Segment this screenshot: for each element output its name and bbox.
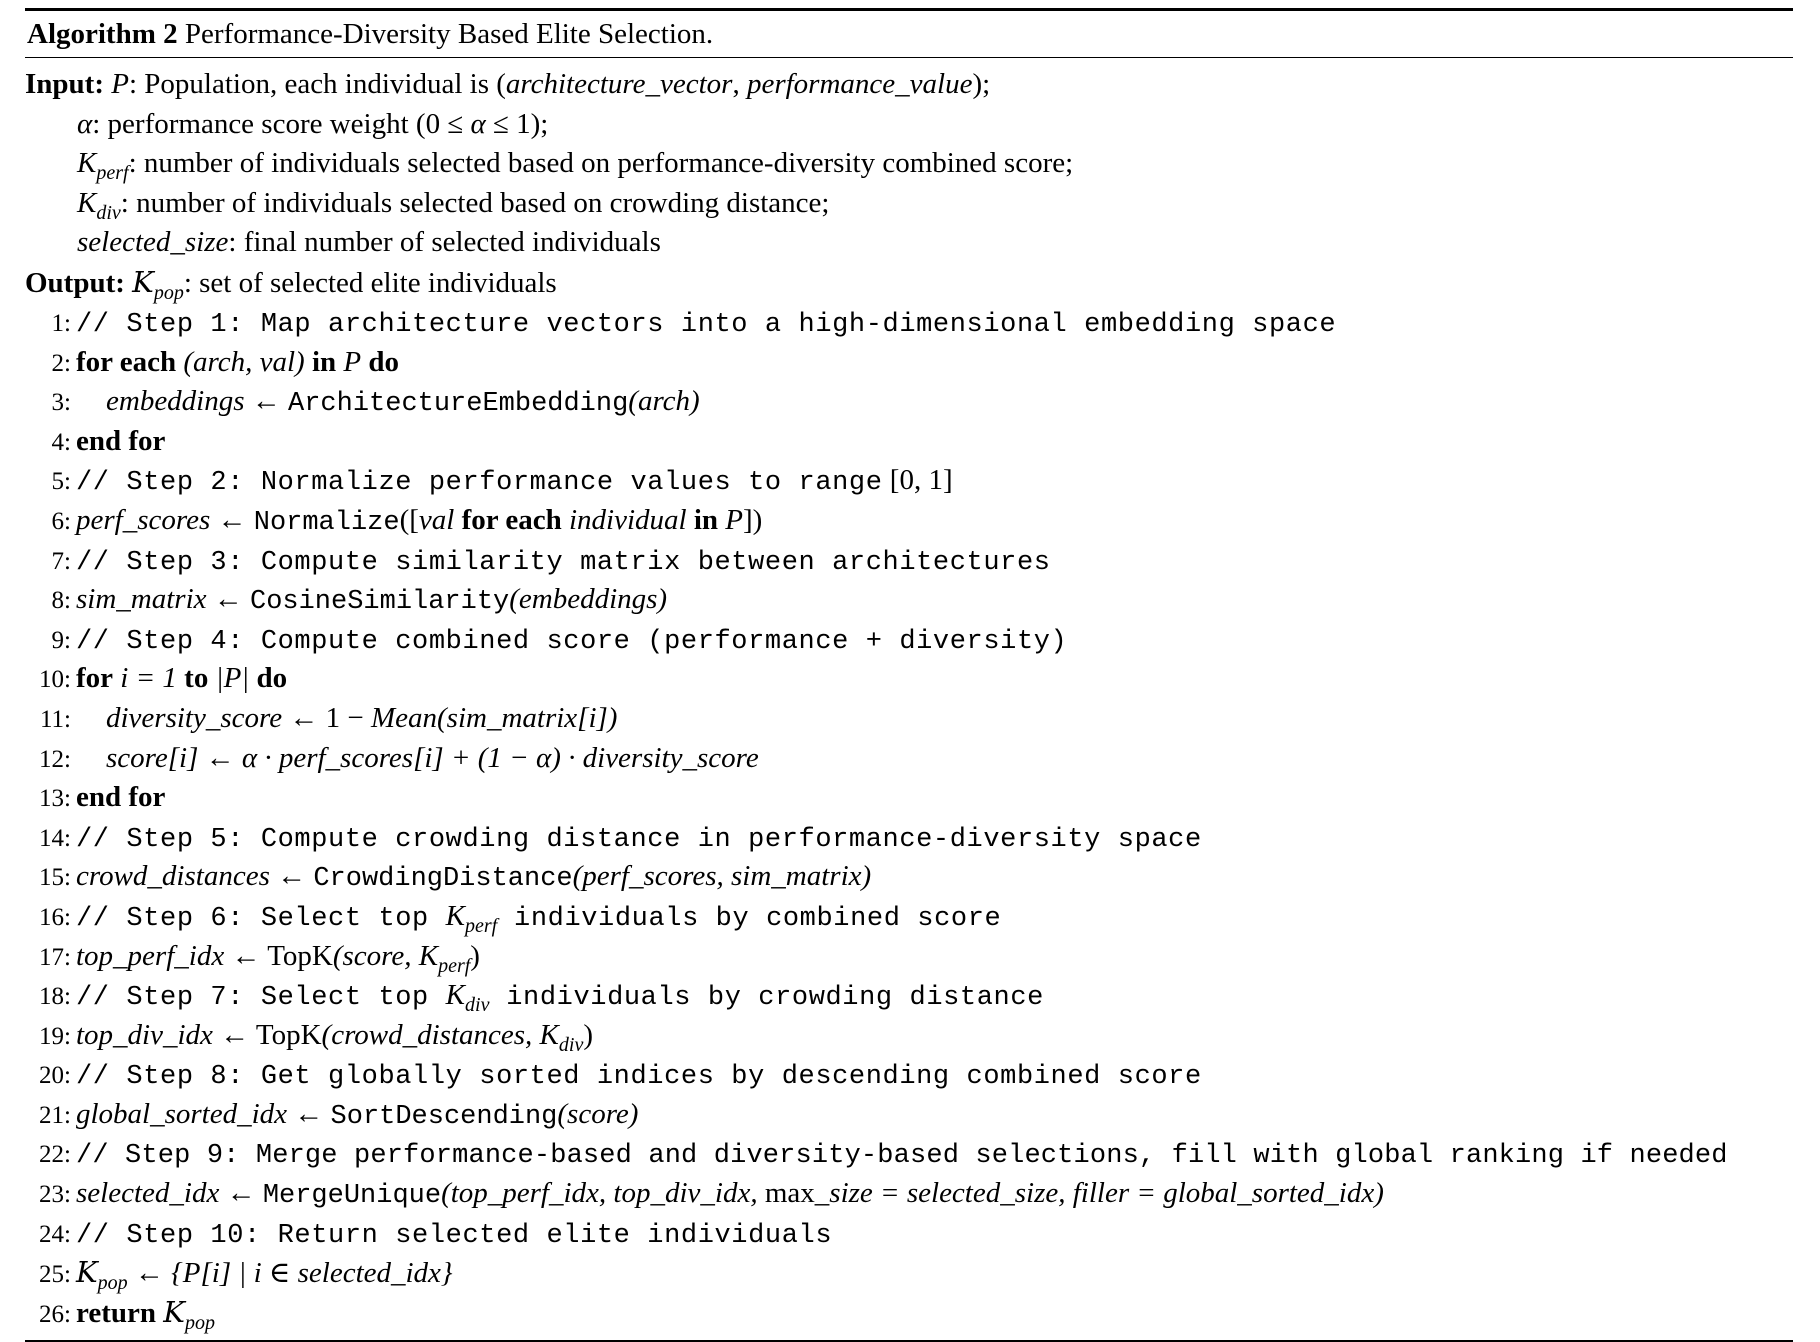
input-row-population [25,65,1793,105]
line-number: 15: [39,864,71,892]
keyword: for each [461,503,562,536]
arrow: ← [219,1177,263,1210]
bracket: ([ [399,503,419,536]
function-name: TopK [255,1018,322,1051]
line-10 [25,659,1793,699]
arrow: ← [212,1018,256,1051]
kpop-subscript: pop [184,1311,215,1334]
variable: embeddings [106,385,245,418]
input-row-kperf [25,144,1793,184]
line-number: 19: [39,1022,71,1050]
line-3 [25,382,1793,422]
line-number: 3: [51,389,71,417]
comment: individuals by combined score [497,903,1002,934]
line-number: 26: [39,1300,71,1328]
line-number: 9: [51,626,71,654]
bracket: ]) [743,503,763,536]
comment: // Step 2: Normalize performance values to range [76,468,883,499]
comma: , [732,68,747,100]
line-20 [25,1055,1793,1095]
argument: (embeddings) [509,583,668,616]
line-26 [25,1293,1793,1333]
kdiv-symbol: K [77,186,97,219]
output-row [25,263,1793,304]
argument: _size = selected_size, filler = global_sorted_idx) [814,1177,1384,1210]
algorithm-caption [25,11,1793,57]
line-2 [25,343,1793,383]
line-number: 25: [39,1261,71,1289]
line-12 [25,739,1793,779]
line-22 [25,1134,1793,1174]
kpop-subscript: pop [153,281,184,304]
input-row-alpha [25,105,1793,145]
line-number: 21: [39,1101,71,1129]
range: [0, 1] [889,464,953,497]
function-name: Normalize [253,507,400,538]
line-24 [25,1214,1793,1254]
caption-title: Performance-Diversity Based Elite Selection. [184,18,714,50]
keyword: to [184,662,209,695]
bracket: ) [470,939,480,972]
output-desc: : set of selected elite individuals [183,266,557,299]
line-number: 5: [51,468,71,496]
line-17 [25,937,1793,977]
line-number: 1: [51,310,71,337]
variable: crowd_distances [76,860,270,893]
comment: // Step 1: Map architecture vectors into a high-dimensional embedding space [76,310,1337,340]
kperf-desc: : number of individuals selected based on performance-diversity combined score; [128,147,1074,179]
alpha-symbol: α [77,107,93,140]
algorithm-lines [25,303,1793,1332]
argument: max [764,1177,815,1210]
kpop-symbol: K [76,1255,98,1290]
line-number: 11: [39,705,71,733]
population-var: P [343,345,362,378]
arrow: ← [224,939,268,972]
function-name: CosineSimilarity [250,587,510,618]
line-number: 18: [39,983,71,1011]
kperf-subscript: perf [96,162,129,184]
k-symbol: K [445,899,466,932]
keyword: do [256,662,288,695]
expression: ← {P[i] | i ∈ selected_idx} [127,1257,453,1290]
keyword: for [76,662,114,695]
population-desc: : Population, each individual is ( [128,68,506,100]
line-number: 23: [39,1181,71,1209]
comment: // Step 5: Compute crowding distance in performance-diversity space [76,824,1202,855]
comment: // Step 4: Compute combined score (performance + diversity) [76,626,1068,657]
population-var: P [725,503,743,536]
line-number: 16: [39,903,71,931]
kdiv-subscript: div [96,201,121,224]
line-number: 13: [39,785,71,813]
expression: ← 1 − [282,701,371,734]
arrow: ← [210,503,254,536]
variable: individual [568,503,687,536]
loop-args: (arch, val) [183,345,305,378]
line-25 [25,1253,1793,1293]
comment: // Step 7: Select top [76,983,446,1014]
output-label: Output: [25,266,125,299]
line-number: 20: [39,1062,71,1090]
k-symbol: K [445,979,466,1012]
argument: (arch) [628,385,700,418]
expression: score[i] ← α · perf_scores[i] + (1 − α) · diversity_score [106,741,759,774]
keyword: in [311,345,337,378]
line-number: 8: [51,587,71,615]
algorithm-block [25,8,1793,1342]
line-number: 10: [39,666,71,694]
keyword: end for [76,424,166,457]
io-section [25,65,1793,303]
line-8 [25,580,1793,620]
alpha-mid: α [470,107,486,140]
line-5 [25,461,1793,501]
selected-size-symbol: selected_size [77,226,229,258]
variable: top_div_idx [76,1018,213,1051]
function-name: TopK [267,939,333,972]
line-23 [25,1174,1793,1214]
function-name: MergeUnique [262,1181,442,1212]
function-name: CrowdingDistance [313,864,573,895]
variable: val [418,503,455,536]
line-number: 14: [39,824,71,852]
line-6 [25,501,1793,541]
input-label: Input: [25,68,104,100]
population-symbol: P [111,68,129,100]
keyword: end for [76,781,166,814]
argument: (top_perf_idx, top_div_idx, [441,1177,765,1210]
line-number: 7: [51,547,71,575]
line-15 [25,857,1793,897]
input-row-size [25,223,1793,263]
line-16 [25,897,1793,937]
variable: perf_scores [76,503,211,536]
argument: (perf_scores, sim_matrix) [572,860,872,893]
population-end: ); [972,68,991,100]
alpha-desc: : performance score weight (0 ≤ [92,107,471,140]
line-21 [25,1095,1793,1135]
line-4 [25,422,1793,462]
argument: (crowd_distances, K [321,1018,559,1051]
line-7 [25,541,1793,581]
architecture-vector-term: architecture_vector [505,68,733,100]
comment: // Step 10: Return selected elite individuals [76,1220,833,1251]
line-11 [25,699,1793,739]
arrow: ← [269,860,314,893]
function-name: SortDescending [330,1101,558,1132]
line-1 [25,303,1793,343]
line-number: 17: [39,943,71,971]
argument: (sim_matrix[i]) [437,701,618,734]
kdiv-desc: : number of individuals selected based on crowding distance; [120,186,830,219]
line-18 [25,976,1793,1016]
bracket: ) [583,1018,594,1051]
function-name: Mean [370,701,437,734]
line-14 [25,818,1793,858]
arrow: ← [287,1097,331,1130]
caption-label: Algorithm 2 [27,18,178,50]
argument: (score, K [332,939,439,972]
k-subscript: perf [438,954,471,977]
selected-size-desc: : final number of selected individuals [228,226,661,258]
caption-rule [25,57,1793,58]
variable: diversity_score [106,701,283,734]
line-number: 2: [51,349,71,377]
variable: top_perf_idx [76,939,225,972]
line-number: 12: [39,745,71,773]
line-number: 22: [39,1141,71,1169]
performance-value-term: performance_value [746,68,973,100]
variable: global_sorted_idx [76,1097,288,1130]
arrow: ← [244,385,289,418]
kperf-symbol: K [77,147,97,179]
kpop-symbol: K [132,264,154,299]
line-number: 6: [51,507,71,535]
k-subscript: div [558,1033,584,1056]
comment: // Step 6: Select top [76,903,446,934]
input-row-kdiv [25,184,1793,224]
comment: // Step 9: Merge performance-based and diversity-based selections, fill with global ranking if needed [76,1141,1728,1172]
line-number: 4: [51,428,71,456]
function-name: ArchitectureEmbedding [288,389,629,420]
kpop-subscript: pop [97,1272,128,1295]
line-number: 24: [39,1220,71,1248]
keyword: in [693,503,719,536]
loop-range: |P| [215,662,250,695]
kpop-symbol: K [163,1294,185,1329]
line-13 [25,778,1793,818]
keyword: do [368,345,400,378]
keyword: for each [76,345,177,378]
variable: selected_idx [76,1177,220,1210]
arrow: ← [206,583,250,616]
line-9 [25,620,1793,660]
k-subscript: div [465,994,490,1017]
comment: // Step 3: Compute similarity matrix between architectures [76,547,1051,578]
argument: (score) [557,1097,639,1130]
k-subscript: perf [465,914,498,937]
line-19 [25,1016,1793,1056]
comment: // Step 8: Get globally sorted indices by descending combined score [76,1062,1202,1093]
variable: sim_matrix [76,583,207,616]
comment: individuals by crowding distance [489,983,1044,1014]
keyword: return [76,1296,157,1329]
loop-expr: i = 1 [120,662,177,695]
alpha-end: ≤ 1); [485,107,549,140]
